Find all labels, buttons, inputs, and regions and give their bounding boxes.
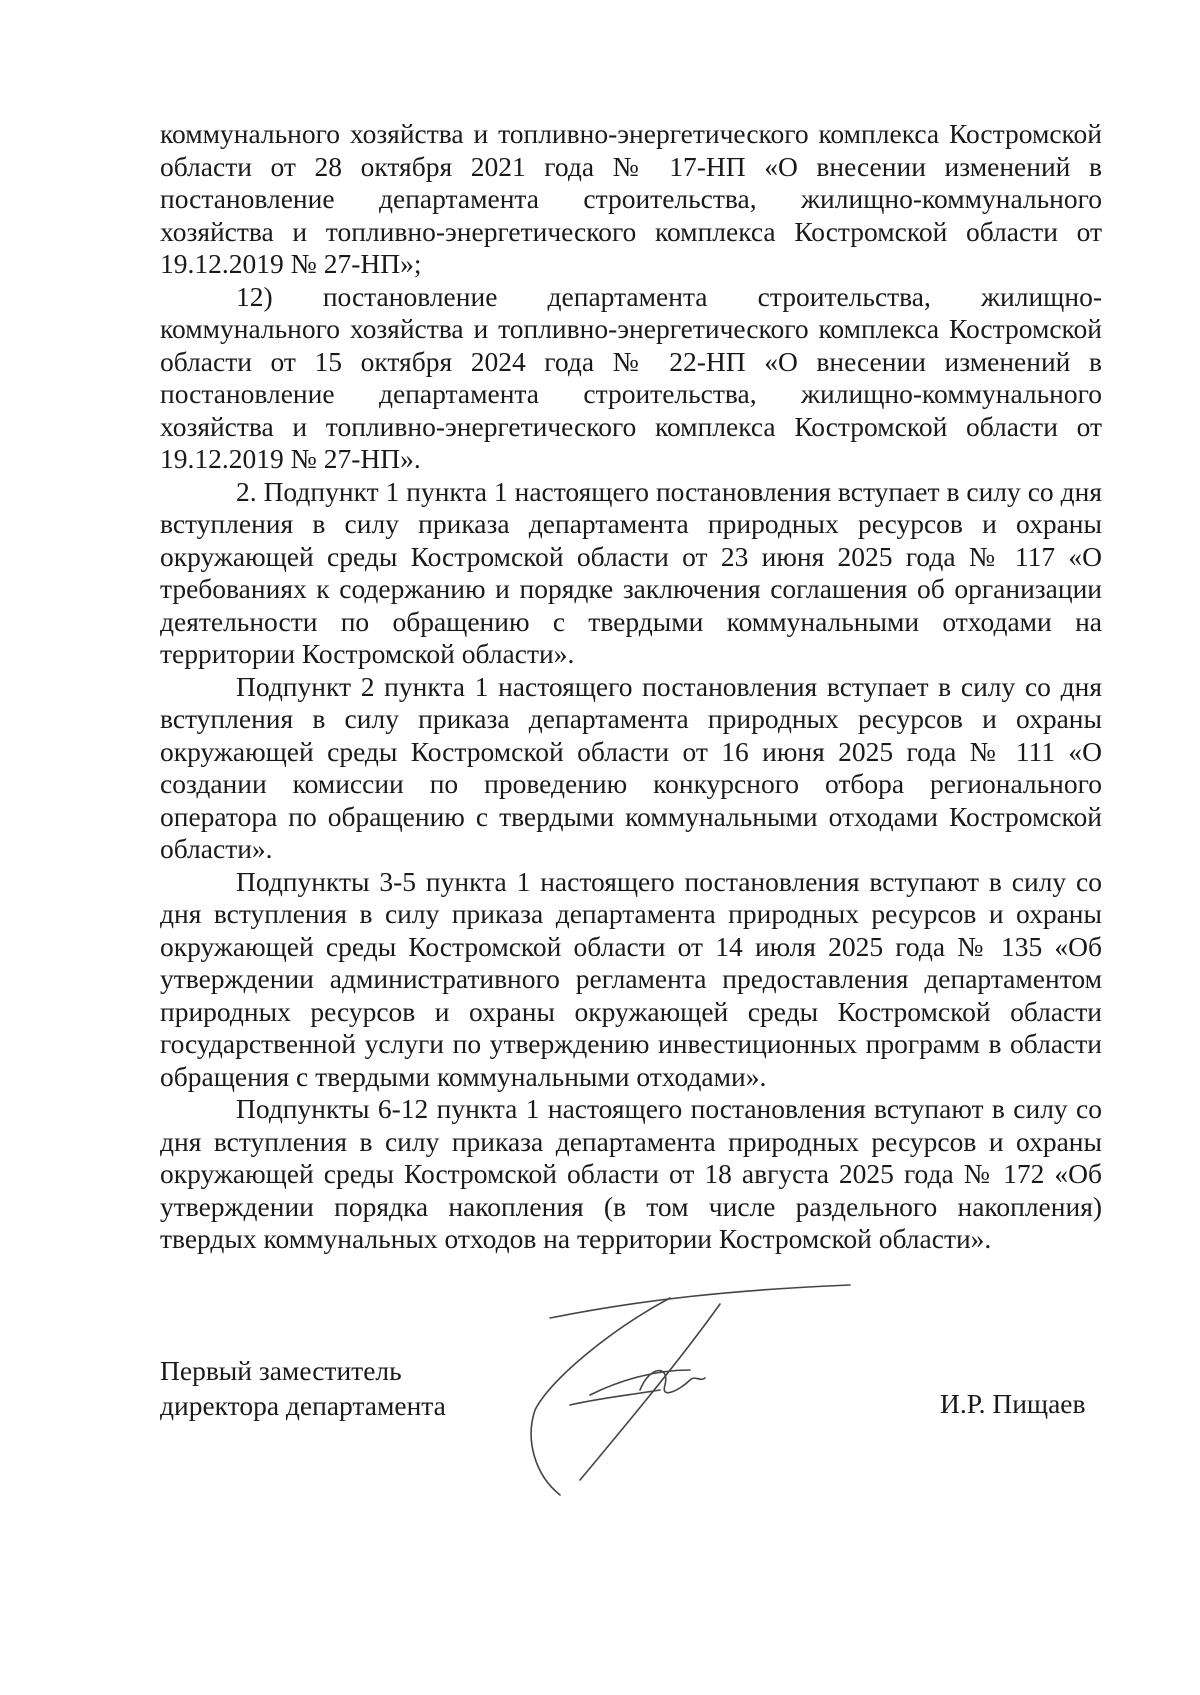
- document-body: [160, 118, 1102, 1256]
- signatory-position-line2: директора департамента: [160, 1390, 446, 1421]
- handwritten-signature-icon: [520, 1270, 880, 1510]
- paragraph-2: 12) постановление департамента строительства, жилищно-коммунального хозяйства и топливно-энергетического комплекса Костромской области от 15 октября 2024 года № 22-НП «О внесении изменений в постановление департамента строительства, жилищно-коммунального хозяйства и топливно-энергетического комплекса Костромской области от 19.12.2019 № 27-НП».: [160, 280, 1102, 474]
- paragraph-4: Подпункт 2 пункта 1 настоящего постановления вступает в силу со дня вступления в силу приказа департамента природных ресурсов и охраны окружающей среды Костромской области от 16 июня 2025 года № 111 «О создании комиссии по проведению конкурсного отбора регионального оператора по обращению с твердыми коммунальными отходами Костромской области».: [160, 670, 1102, 864]
- paragraph-5: Подпункты 3-5 пункта 1 настоящего постановления вступают в силу со дня вступления в силу приказа департамента природных ресурсов и охраны окружающей среды Костромской области от 14 июля 2025 года № 135 «Об утверждении административного регламента предоставления департаментом природных ресурсов и охраны окружающей среды Костромской области государственной услуги по утверждению инвестиционных программ в области обращения с твердыми коммунальными отходами».: [160, 865, 1102, 1092]
- paragraph-3: 2. Подпункт 1 пункта 1 настоящего постановления вступает в силу со дня вступления в силу приказа департамента природных ресурсов и охраны окружающей среды Костромской области от 23 июня 2025 года № 117 «О требованиях к содержанию и порядке заключения соглашения об организации деятельности по обращению с твердыми коммунальными отходами на территории Костромской области».: [160, 475, 1102, 669]
- paragraph-6: Подпункты 6-12 пункта 1 настоящего постановления вступают в силу со дня вступления в силу приказа департамента природных ресурсов и охраны окружающей среды Костромской области от 18 августа 2025 года № 172 «Об утверждении порядка накопления (в том числе раздельного накопления) твердых коммунальных отходов на территории Костромской области».: [160, 1093, 1102, 1254]
- paragraph-1: коммунального хозяйства и топливно-энергетического комплекса Костромской области от 28 октября 2021 года № 17-НП «О внесении изменений в постановление департамента строительства, жилищно-коммунального хозяйства и топливно-энергетического комплекса Костромской области от 19.12.2019 № 27-НП»;: [160, 118, 1102, 279]
- signatory-position: [160, 1353, 446, 1423]
- signatory-name: И.Р. Пищаев: [940, 1388, 1086, 1419]
- signatory-position-line1: Первый заместитель: [160, 1355, 402, 1386]
